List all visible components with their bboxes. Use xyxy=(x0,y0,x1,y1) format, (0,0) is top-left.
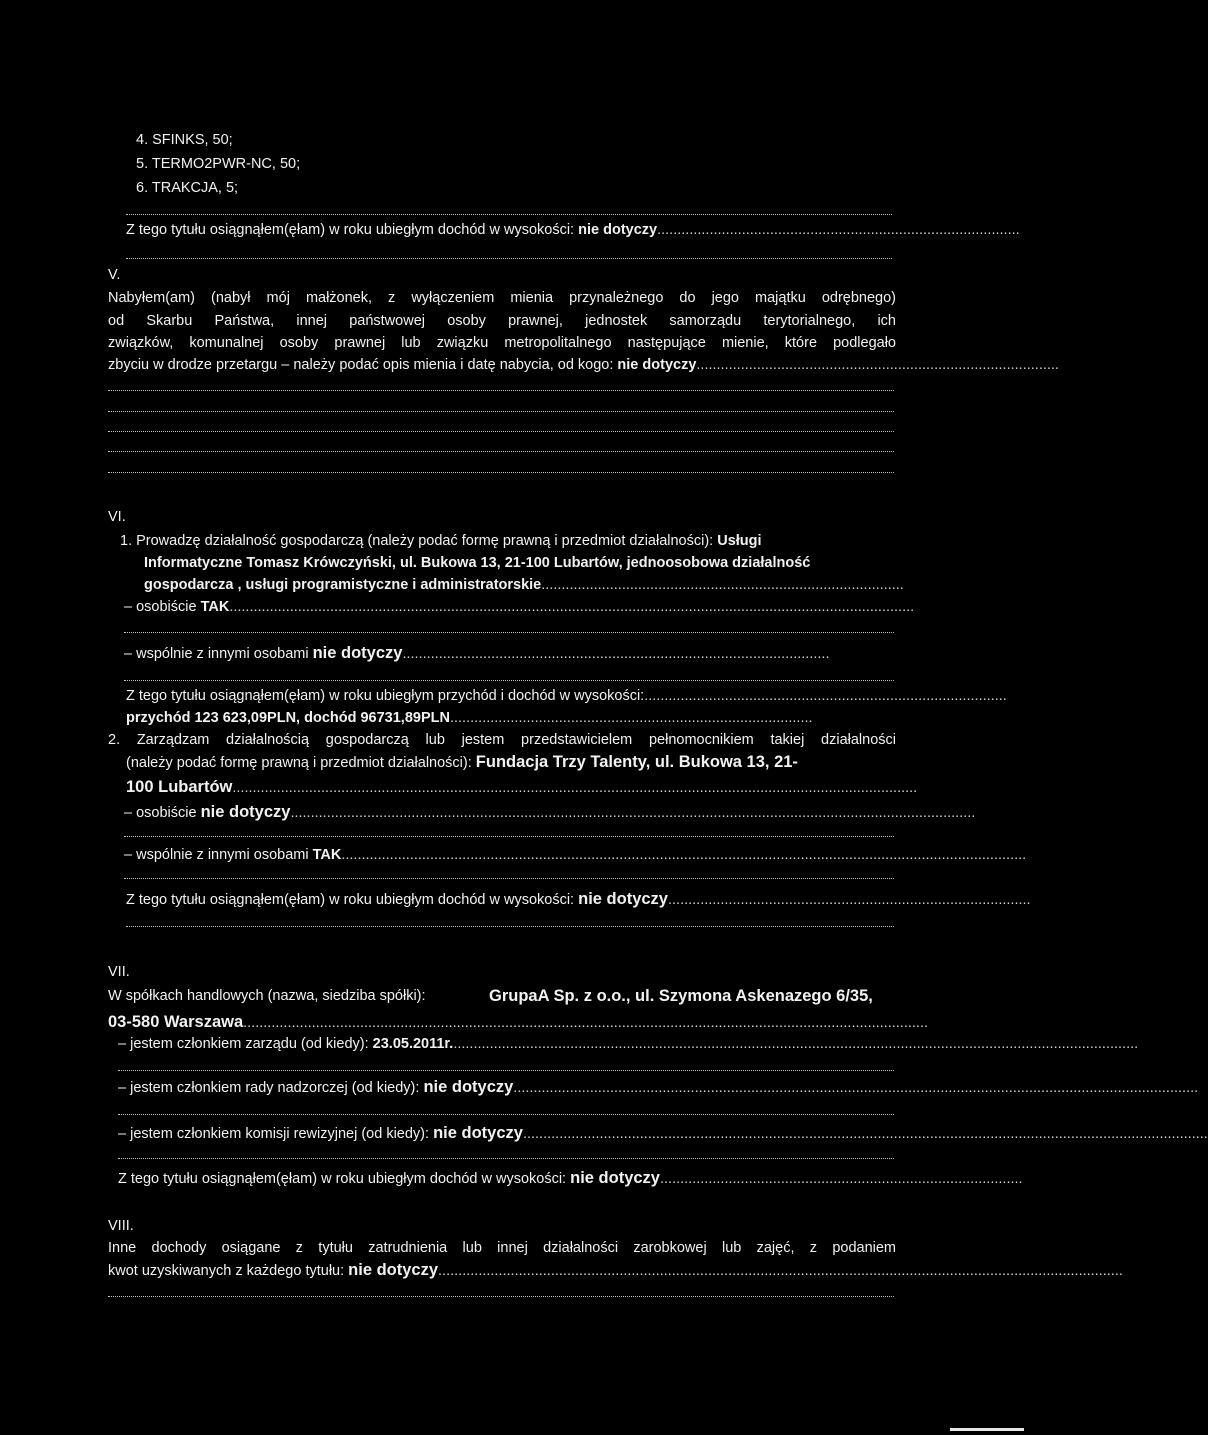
section-vi-item1-personal-value: TAK xyxy=(200,599,230,615)
section-v-number: V. xyxy=(108,267,121,283)
section-vii-income: Z tego tytułu osiągnąłem(ęłam) w roku ubiegłym dochód w wysokości: nie dotyczy.......................................................................................... xyxy=(118,1169,1023,1187)
section-vi-item1-line3: gospodarcza , usługi programistyczne i administratorskie.......................................................................................... xyxy=(144,577,904,593)
section-vi-item1-joint-value: nie dotyczy xyxy=(312,644,403,662)
section-vi-item1-line1 xyxy=(120,531,762,551)
section-viii-line2-lead: kwot uzyskiwanych z każdego tytułu: xyxy=(108,1263,349,1279)
section-vi-item2-income-lead: Z tego tytułu osiągnąłem(ęłam) w roku ubiegłym dochód w wysokości: xyxy=(126,892,579,908)
section-viii-line2: kwot uzyskiwanych z każdego tytułu: nie dotyczy.......................................................................................................................................................................... xyxy=(108,1261,1123,1279)
blank-line xyxy=(108,1296,894,1297)
section-vi-item2-joint-value: TAK xyxy=(312,847,342,863)
section-vi-item1-income-value: przychód 123 623,09PLN, dochód 96731,89PLN xyxy=(126,710,450,726)
section-vi-item2-joint: – wspólnie z innymi osobami TAK.......................................................................................................................................................................... xyxy=(124,847,1027,863)
section-vi-item1-joint-lead: – wspólnie z innymi osobami xyxy=(124,646,313,662)
section-vii-audit-lead: – jestem członkiem komisji rewizyjnej (od kiedy): xyxy=(118,1126,434,1142)
section-vii-line2-text: 03-580 Warszawa xyxy=(108,1013,244,1031)
section-vi-item2-line3-text: 100 Lubartów xyxy=(126,778,233,796)
blank-line xyxy=(108,451,894,452)
list-item-termo2pwr: 5. TERMO2PWR-NC, 50; xyxy=(136,156,301,172)
section-vii-income-value: nie dotyczy xyxy=(570,1169,660,1187)
blank-line xyxy=(126,258,892,259)
section-v-line4: zbyciu w drodze przetargu – należy podać opis mienia i datę nabycia, od kogo: nie dotyczy.......................................................................................... xyxy=(108,357,1059,373)
section-vi-item1-income: Z tego tytułu osiągnąłem(ęłam) w roku ubiegłym przychód i dochód w wysokości:.......................................................................................... xyxy=(126,688,1007,704)
section-vi-item2-personal-lead: – osobiście xyxy=(124,805,201,821)
section-vi-item2-personal: – osobiście nie dotyczy.......................................................................................................................................................................... xyxy=(124,803,976,821)
section-vi-item2-line2 xyxy=(126,750,798,775)
blank-line xyxy=(124,878,894,879)
blank-line xyxy=(118,1158,894,1159)
section-vii-audit: – jestem członkiem komisji rewizyjnej (od kiedy): nie dotyczy.......................................................................................................................................................................... xyxy=(118,1124,1208,1142)
blank-line xyxy=(124,836,894,837)
blank-line xyxy=(108,472,894,473)
section-vi-item1-joint: – wspólnie z innymi osobami nie dotyczy.......................................................................................................... xyxy=(124,644,830,662)
blank-line xyxy=(108,390,894,391)
section-vi-item2-income-value: nie dotyczy xyxy=(578,890,668,908)
section-vi-item1-income-value-line: przychód 123 623,09PLN, dochód 96731,89PLN.......................................................................................... xyxy=(126,710,813,726)
section-vi-item2-joint-lead: – wspólnie z innymi osobami xyxy=(124,847,313,863)
blank-line xyxy=(126,926,894,927)
section-vii-income-lead: Z tego tytułu osiągnąłem(ęłam) w roku ubiegłym dochód w wysokości: xyxy=(118,1171,571,1187)
section-vi-item2-income: Z tego tytułu osiągnąłem(ęłam) w roku ubiegłym dochód w wysokości: nie dotyczy.......................................................................................... xyxy=(126,890,1031,908)
section-vi-item1-income-lead: Z tego tytułu osiągnąłem(ęłam) w roku ubiegłym przychód i dochód w wysokości: xyxy=(126,688,645,704)
section-v-line2: od Skarbu Państwa, innej państwowej osoby prawnej, jednostek samorządu terytorialnego, ich xyxy=(108,313,896,329)
sec4-income-value: nie dotyczy xyxy=(578,222,658,238)
section-vi-item2-line2-lead: (należy podać formę prawną i przedmiot działalności): xyxy=(126,755,476,771)
section-viii-line1: Inne dochody osiągane z tytułu zatrudnienia lub innej działalności zarobkowej lub zajęć, z podaniem xyxy=(108,1240,896,1256)
blank-line xyxy=(124,680,894,681)
section-vi-item1-line2: Informatyczne Tomasz Krówczyński, ul. Bukowa 13, 21-100 Lubartów, jednoosobowa działalność xyxy=(144,555,811,571)
blank-line xyxy=(108,431,894,432)
section-vi-item2-line1: 2. Zarządzam działalnością gospodarczą lub jestem przedstawicielem pełnomocnikiem takiej działalności xyxy=(108,732,896,748)
section-vi-item2-line3: 100 Lubartów.......................................................................................................................................................................... xyxy=(126,778,918,796)
section-vi-item1-bold: Usługi xyxy=(717,533,762,549)
list-item-sfinks: 4. SFINKS, 50; xyxy=(136,132,233,148)
section-v-line3: związków, komunalnej osoby prawnej lub związku metropolitalnego następujące mienie, które podlegało xyxy=(108,335,896,351)
scan-edge-artifact xyxy=(950,1428,1024,1431)
section-vi-item1-personal: – osobiście TAK.......................................................................................................................................................................... xyxy=(124,599,915,615)
section-vii-line2: 03-580 Warszawa.......................................................................................................................................................................... xyxy=(108,1013,928,1031)
blank-line xyxy=(118,1070,894,1071)
blank-line xyxy=(108,411,894,412)
section-vii-audit-value: nie dotyczy xyxy=(433,1124,523,1142)
section-vii-line1-lead: W spółkach handlowych (nazwa, siedziba spółki): xyxy=(108,988,426,1004)
section-viii-number: VIII. xyxy=(108,1218,134,1234)
list-item-trakcja: 6. TRAKCJA, 5; xyxy=(136,180,239,196)
section-vi-item1-line3-text: gospodarcza , usługi programistyczne i administratorskie xyxy=(144,577,542,593)
section-vi-item1-lead: 1. Prowadzę działalność gospodarczą (należy podać formę prawną i przedmiot działalności): xyxy=(120,533,718,549)
section-vii-board-lead: – jestem członkiem zarządu (od kiedy): xyxy=(118,1036,373,1052)
section-vii-supervisory: – jestem członkiem rady nadzorczej (od kiedy): nie dotyczy.......................................................................................................................................................................... xyxy=(118,1078,1199,1096)
section-vii-supervisory-value: nie dotyczy xyxy=(423,1078,514,1096)
sec4-income-line: Z tego tytułu osiągnąłem(ęłam) w roku ubiegłym dochód w wysokości: nie dotyczy.......................................................................................... xyxy=(126,222,1020,238)
section-vi-item2-personal-value: nie dotyczy xyxy=(200,803,291,821)
section-vi-number: VI. xyxy=(108,509,126,525)
section-vi-item1-personal-lead: – osobiście xyxy=(124,599,201,615)
section-vii-line1-value: GrupaA Sp. z o.o., ul. Szymona Askenazego 6/35, xyxy=(489,987,873,1005)
section-v-line4-value: nie dotyczy xyxy=(617,357,697,373)
sec4-income-lead: Z tego tytułu osiągnąłem(ęłam) w roku ubiegłym dochód w wysokości: xyxy=(126,222,579,238)
section-vii-board: – jestem członkiem zarządu (od kiedy): 23.05.2011r........................................................................................................................................................................... xyxy=(118,1036,1139,1052)
section-v-line1: Nabyłem(am) (nabył mój małżonek, z wyłączeniem mienia przynależnego do jego majątku odrębnego) xyxy=(108,290,896,306)
section-v-line4-lead: zbyciu w drodze przetargu – należy podać opis mienia i datę nabycia, od kogo: xyxy=(108,357,618,373)
section-vii-supervisory-lead: – jestem członkiem rady nadzorczej (od kiedy): xyxy=(118,1080,424,1096)
section-vi-item2-line2-value: Fundacja Trzy Talenty, ul. Bukowa 13, 21- xyxy=(475,753,798,771)
section-vii-board-value: 23.05.2011r. xyxy=(372,1036,454,1052)
section-vii-number: VII. xyxy=(108,964,130,980)
blank-line xyxy=(124,632,894,633)
blank-line xyxy=(118,1114,894,1115)
section-viii-line2-value: nie dotyczy xyxy=(348,1261,439,1279)
blank-line xyxy=(126,214,892,215)
